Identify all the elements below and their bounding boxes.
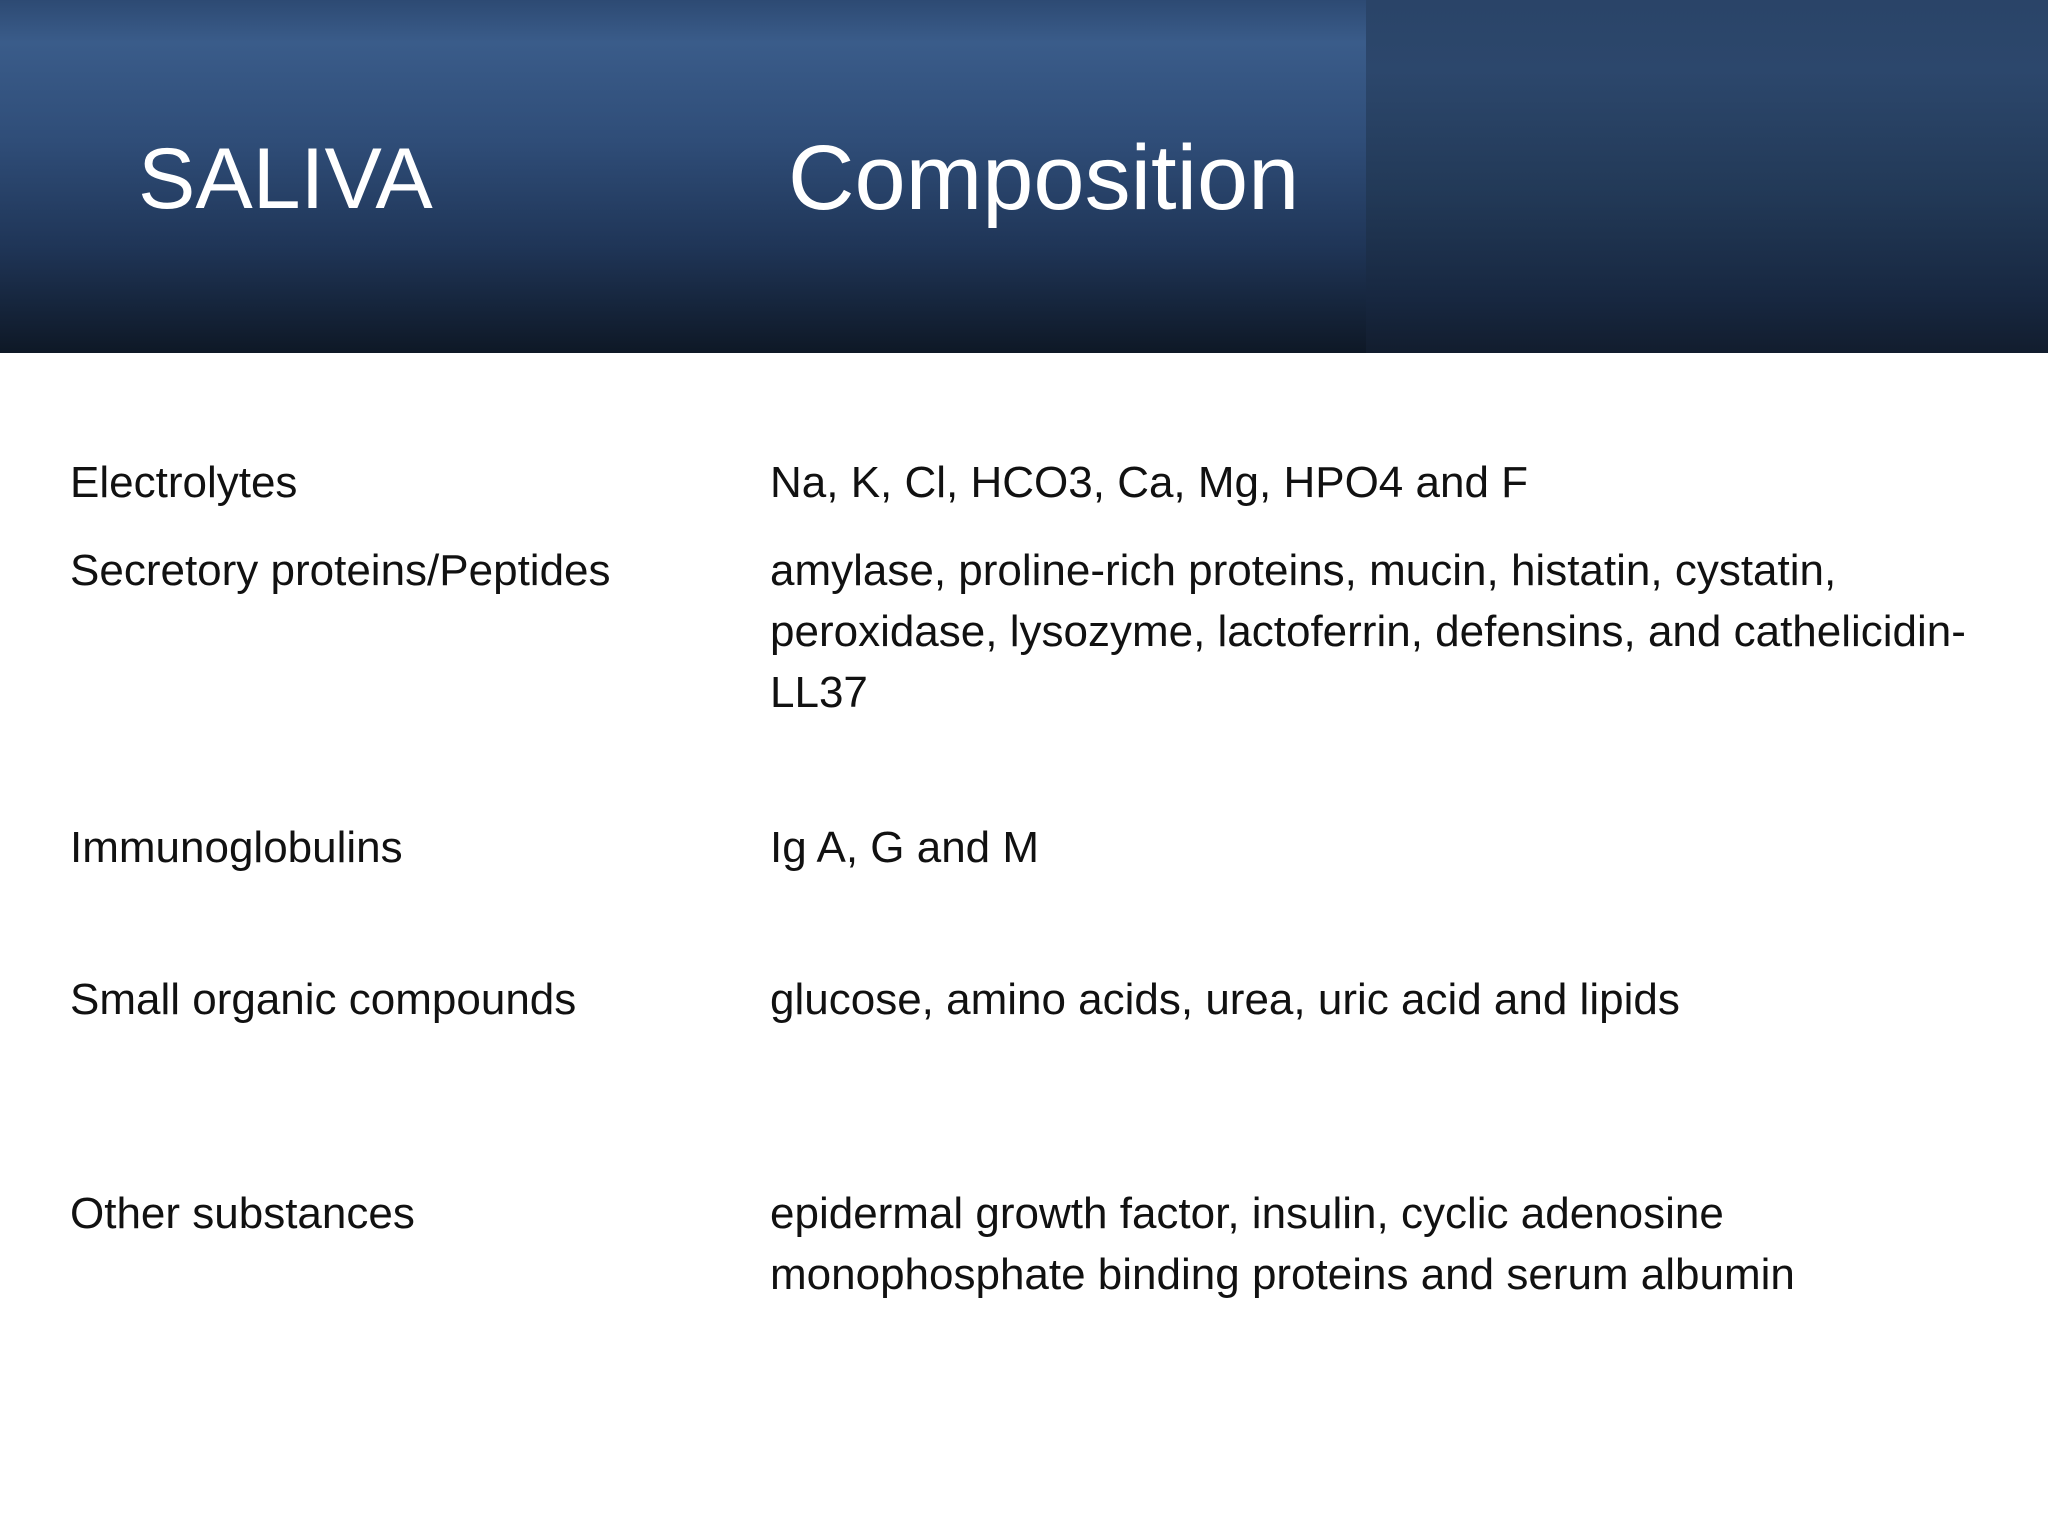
row-label: Electrolytes <box>70 458 298 507</box>
row-label: Small organic compounds <box>70 975 577 1024</box>
row-label: Immunoglobulins <box>70 823 403 872</box>
row-value: glucose, amino acids, urea, uric acid and lipids <box>770 975 1680 1024</box>
row-label: Secretory proteins/Peptides <box>70 546 611 595</box>
row-value: amylase, proline-rich proteins, mucin, histatin, cystatin, peroxidase, lysozyme, lactoferrin, defensins, and cathelicidin-LL37 <box>770 546 1966 717</box>
row-value: Na, K, Cl, HCO3, Ca, Mg, HPO4 and F <box>770 458 1529 507</box>
row-value: epidermal growth factor, insulin, cyclic adenosine monophosphate binding proteins and serum albumin <box>770 1189 1795 1299</box>
row-value: Ig A, G and M <box>770 823 1040 872</box>
row-label: Other substances <box>70 1189 415 1238</box>
slide-title-right: Composition <box>788 127 1300 229</box>
slide-title-left: SALIVA <box>138 131 433 227</box>
